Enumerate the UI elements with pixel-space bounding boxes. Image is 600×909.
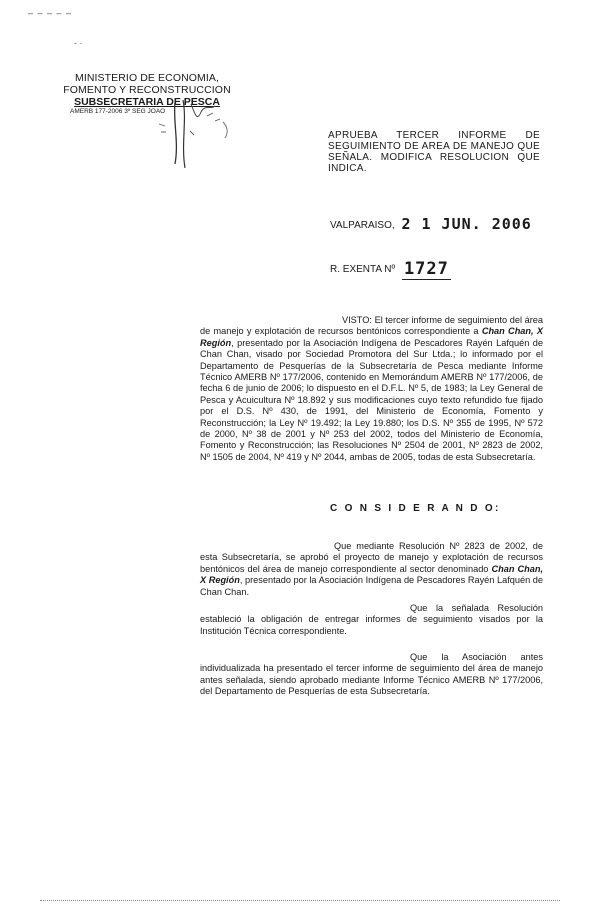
visto-paragraph bbox=[200, 315, 543, 463]
date-line bbox=[330, 215, 532, 233]
reference-code: AMERB 177-2006 3º SEG JOAO bbox=[70, 108, 166, 115]
exenta-label: R. EXENTA Nº bbox=[330, 264, 396, 275]
considerando-paragraph-3: Que la Asociación antes individualizada ha presentado el tercer informe de seguimiento del área de manejo antes señalada, siendo aprobado mediante Informe Técnico AMERB Nº 177/2006, del Departamento de Pesquerías de esta Subsecretaría. bbox=[200, 652, 543, 697]
date-stamp: 2 1 JUN. 2006 bbox=[401, 215, 532, 233]
visto-label: VISTO: bbox=[342, 315, 372, 325]
ministry-line-1: MINISTERIO DE ECONOMIA, bbox=[74, 72, 220, 84]
date-place: VALPARAISO, bbox=[330, 220, 395, 231]
scan-bottom-edge bbox=[40, 900, 560, 905]
considerando-1-place: Chan Chan, X Región bbox=[200, 563, 544, 586]
scan-mark: ‒ ‒ ‒ ‒ ‒ bbox=[28, 8, 73, 18]
scan-mark: ‐ · bbox=[74, 38, 83, 48]
considerando-heading: C O N S I D E R A N D O: bbox=[330, 503, 501, 514]
ministry-line-2: FOMENTO Y RECONSTRUCCION bbox=[63, 84, 231, 96]
signature-stamp bbox=[145, 92, 255, 172]
visto-text-2: , presentado por la Asociación Indígena de Pescadores Rayén Lafquén de Chan Chan, visado por Sociedad Promotora del Sur Ltda.; lo informado por el Departamento de Pesquerías de la Subsecretaría de Pesca mediante Informe Técnico AMERB Nº 177/2006, contenido en Memorándum AMERB Nº 177/2006, de fecha 6 de junio de 2006; lo dispuesto en el D.F.L. Nº 5, de 1983; la Ley General de Pesca y Acuicultura Nº 18.892 y sus modificaciones cuyo texto refundido fue fijado por el D.S. Nº 430, de 1991, del Ministerio de Economía, Fomento y Reconstrucción; la Ley Nº 19.492; la Ley 19.880; los D.S. Nº 355 de 1995, Nº 572 de 2000, Nº 38 de 2001 y Nº 253 del 2002, todos del Ministerio de Economía, Fomento y Reconstrucción; las Resoluciones Nº 2504 de 2001, Nº 2823 de 2002, Nº 1505 de 2004, Nº 419 y Nº 2044, ambas de 2005, todas de esta Subsecretaría. bbox=[200, 337, 543, 462]
considerando-1-text-b: , presentado por la Asociación Indígena de Pescadores Rayén Lafquén de Chan Chan. bbox=[200, 575, 543, 597]
visto-text-1: El tercer informe de seguimiento del área de manejo y explotación de recursos bentónicos correspondiente a bbox=[200, 315, 543, 337]
document-subject: APRUEBA TERCER INFORME DE SEGUIMIENTO DE AREA DE MANEJO QUE SEÑALA. MODIFICA RESOLUCION QUE INDICA. bbox=[328, 130, 540, 174]
subsecretaria-title: SUBSECRETARIA DE PESCA bbox=[74, 96, 220, 108]
visto-place: Chan Chan, X Región bbox=[200, 326, 543, 348]
resolution-number-line bbox=[330, 259, 451, 280]
considerando-paragraph-2: Que la señalada Resolución estableció la obligación de entregar informes de seguimiento visados por la Institución Técnica correspondiente. bbox=[200, 603, 543, 636]
considerando-1-text-a: Que mediante Resolución Nº 2823 de 2002, de esta Subsecretaría, se aprobó el proyecto de manejo y explotación de recursos bentónicos del área de manejo correspondiente al sector denominado bbox=[200, 541, 543, 574]
exenta-number: 1727 bbox=[403, 259, 449, 279]
considerando-paragraph-1 bbox=[200, 541, 543, 598]
